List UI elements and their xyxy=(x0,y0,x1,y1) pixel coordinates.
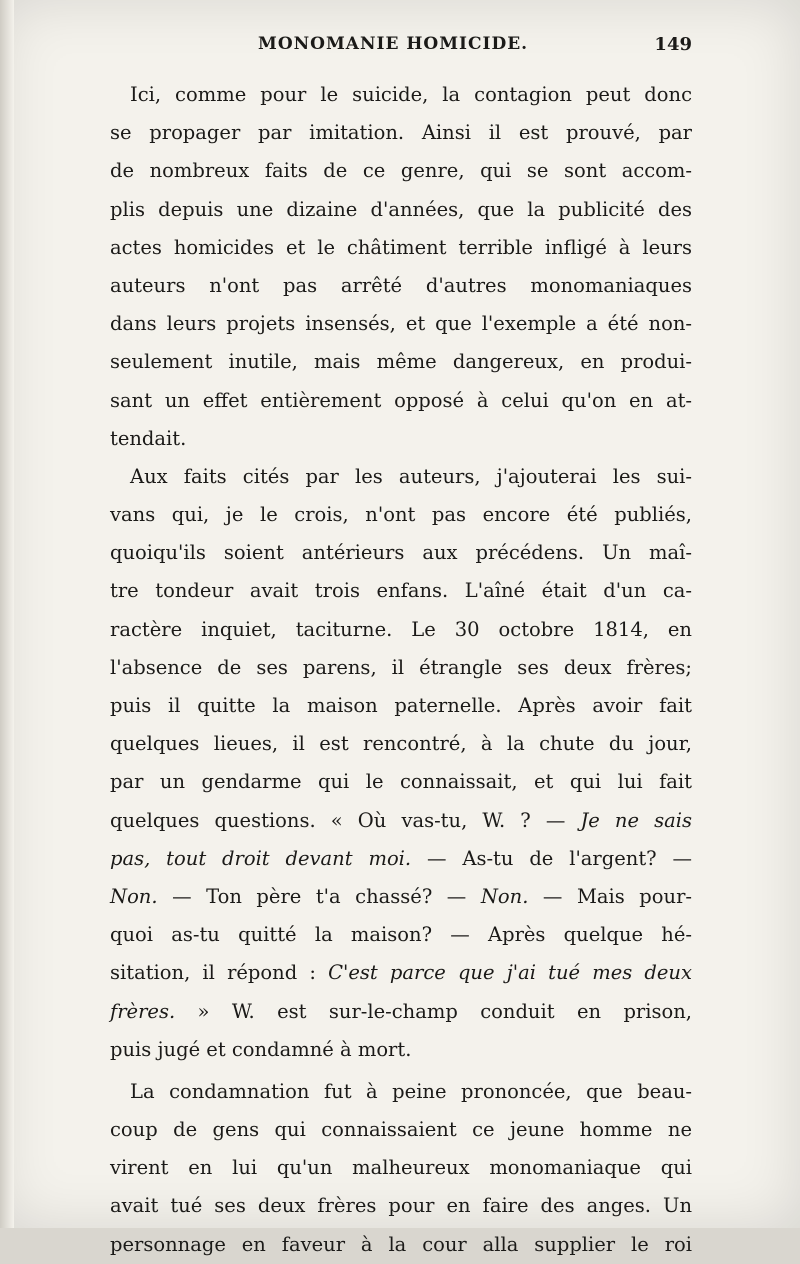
text-line: quelques lieues, il est rencontré, à la chute du jour, xyxy=(110,732,692,756)
text-line: auteurs n'ont pas arrêté d'autres monomaniaques xyxy=(110,273,692,297)
text-line xyxy=(110,993,692,1031)
italic-span: frères. xyxy=(110,999,176,1023)
page-number: 149 xyxy=(654,34,692,55)
text-line: plis depuis une dizaine d'années, que la publicité des xyxy=(110,197,692,221)
italic-span: C'est parce que j'ai tué mes deux xyxy=(328,961,692,985)
text-line: La condamnation fut à peine prononcée, que beau- xyxy=(130,1079,692,1103)
text-span: — Ton père t'a chassé? — xyxy=(157,884,481,908)
text-line: Aux faits cités par les auteurs, j'ajouterai les sui- xyxy=(130,464,692,488)
text-line: tendait. xyxy=(110,426,187,450)
text-line: coup de gens qui connaissaient ce jeune homme ne xyxy=(110,1118,692,1142)
text-line: de nombreux faits de ce genre, qui se sont accom- xyxy=(110,159,692,183)
text-span: quelques questions. « Où vas-tu, W. ? — xyxy=(110,808,581,832)
text-line: personnage en faveur à la cour alla supplier le roi xyxy=(110,1232,692,1256)
italic-span: Non. xyxy=(480,884,529,908)
text-line: dans leurs projets insensés, et que l'exemple a été non- xyxy=(110,312,692,336)
text-line: puis jugé et condamné à mort. xyxy=(110,1037,412,1061)
text-line xyxy=(110,878,692,916)
text-line: avait tué ses deux frères pour en faire des anges. Un xyxy=(110,1194,692,1218)
text-line xyxy=(110,954,692,992)
italic-span: Non. xyxy=(110,884,158,908)
text-line: puis il quitte la maison paternelle. Après avoir fait xyxy=(110,694,692,717)
paragraph-1 xyxy=(110,76,692,458)
text-line: par un gendarme qui le connaissait, et qui lui fait xyxy=(110,770,692,794)
italic-span: pas, tout droit devant moi. xyxy=(110,846,412,870)
page-header xyxy=(110,34,692,62)
text-line: vans qui, je le crois, n'ont pas encore été publiés, xyxy=(110,503,692,527)
text-line: Ici, comme pour le suicide, la contagion peut donc xyxy=(130,83,692,106)
paragraph-3 xyxy=(110,1073,692,1264)
text-line xyxy=(110,802,692,840)
text-span: » W. est sur-le-champ conduit en prison, xyxy=(175,999,692,1023)
text-span: — Mais pour- xyxy=(528,884,692,908)
page-body xyxy=(110,76,692,1264)
text-span: — As-tu de l'argent? — xyxy=(411,846,692,870)
italic-span: Je ne sais xyxy=(580,808,692,832)
text-line: se propager par imitation. Ainsi il est prouvé, par xyxy=(110,121,692,145)
text-line xyxy=(110,840,692,878)
text-line: tre tondeur avait trois enfans. L'aîné était d'un ca- xyxy=(110,579,692,603)
text-line: quoi as-tu quitté la maison? — Après quelque hé- xyxy=(110,923,692,947)
text-line: quoiqu'ils soient antérieurs aux précédens. Un maî- xyxy=(110,541,692,565)
text-span: sitation, il répond : xyxy=(110,961,329,985)
text-line: virent en lui qu'un malheureux monomaniaque qui xyxy=(110,1156,692,1180)
text-line: actes homicides et le châtiment terrible infligé à leurs xyxy=(110,235,692,259)
text-line: sant un effet entièrement opposé à celui qu'on en at- xyxy=(110,388,692,412)
text-line: seulement inutile, mais même dangereux, en produi- xyxy=(110,350,692,374)
text-line: ractère inquiet, taciturne. Le 30 octobre 1814, en xyxy=(110,617,692,641)
page-gutter-shadow xyxy=(0,0,14,1228)
paragraph-2 xyxy=(110,458,692,1069)
running-title: MONOMANIE HOMICIDE. xyxy=(258,34,529,54)
text-line: l'absence de ses parens, il étrangle ses deux frères; xyxy=(110,655,692,679)
